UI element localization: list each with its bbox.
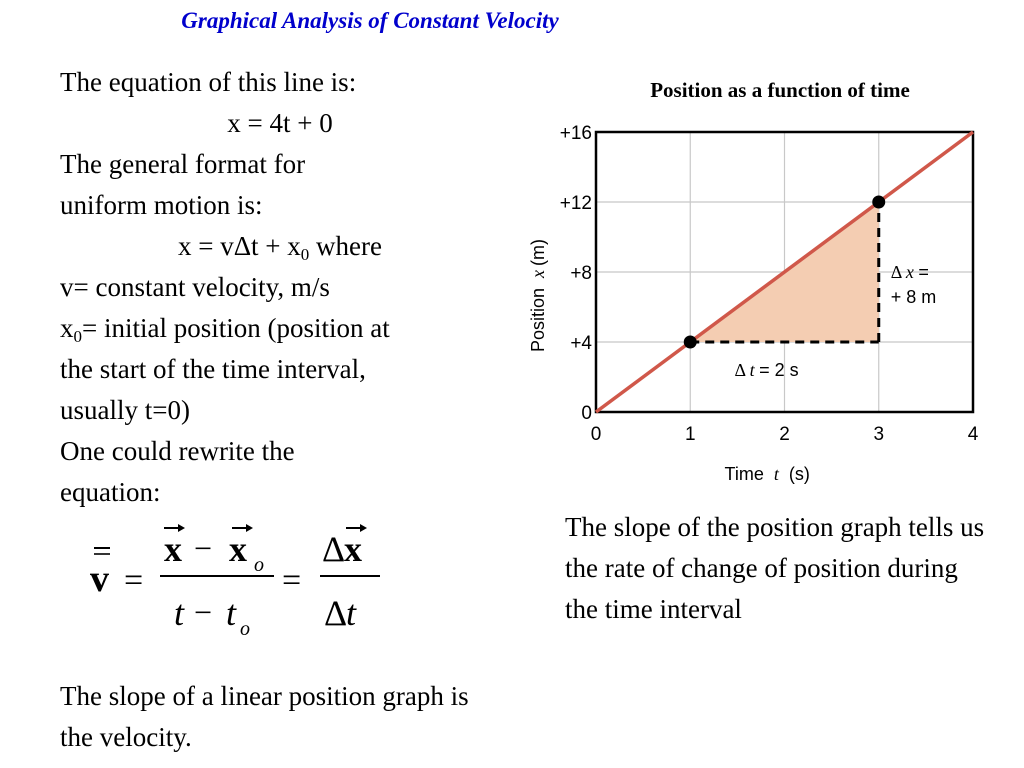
general-format-line2: uniform motion is: (60, 190, 263, 220)
y-tick-label: +12 (559, 193, 592, 214)
data-point (872, 196, 885, 209)
formula-equals-1: = (124, 562, 144, 599)
y-tick-label: +8 (570, 263, 592, 284)
formula-delta-t-symbol: Δ (324, 593, 348, 633)
formula-t-sub: o (240, 618, 250, 640)
x-tick-label: 1 (684, 424, 696, 445)
formula-equals-2: = (282, 562, 302, 599)
x-tick-label: 2 (779, 424, 790, 445)
formula-delta-x-symbol: Δ (322, 529, 346, 569)
general-equation: $x = v\Delta t + x_0$ where (177, 231, 383, 264)
x0-definition-cont: the start of the time interval, (60, 354, 366, 384)
velocity-definition: v= constant velocity, m/s (60, 272, 330, 302)
formula-delta-t: t (346, 593, 357, 633)
position-time-chart (510, 115, 990, 495)
slope-rate-text: The slope of the position graph tells us the rate of change of position during the time interval (565, 512, 985, 624)
general-format-line1: The general format for (60, 149, 306, 179)
formula-delta-x: x (344, 529, 362, 569)
equation-intro: The equation of this line is: (60, 67, 357, 97)
slope-linear-text: The slope of a linear position graph is the velocity. (60, 681, 469, 752)
delta-t-label: Δ t = 2 s (734, 360, 799, 380)
delta-x-label: Δ x = (890, 262, 929, 282)
x-axis-label: Time t (s) (724, 464, 810, 484)
formula-x-sub: o (254, 554, 264, 576)
formula-minus-2: − (194, 594, 213, 630)
formula-x: x (164, 529, 182, 569)
line-equation: x = 4t + 0 (227, 108, 333, 138)
x0-definition: $x_0=$ initial position (position at (60, 313, 390, 346)
y-axis-label: Positionx(m) (528, 238, 548, 352)
data-point (684, 336, 697, 349)
explanation-text (60, 62, 500, 513)
x-tick-label: 3 (873, 424, 885, 445)
delta-x-value: + 8 m (890, 287, 937, 307)
formula-t-initial: t (226, 593, 237, 633)
y-tick-label: +16 (559, 123, 592, 144)
formula-t: t (174, 593, 185, 633)
formula-x-initial: x (229, 529, 247, 569)
formula-v: v (90, 558, 109, 600)
rewrite-line1: One could rewrite the (60, 436, 295, 466)
x-tick-label: 0 (590, 424, 602, 445)
y-tick-label: 0 (581, 403, 592, 424)
slide-title: Graphical Analysis of Constant Velocity (181, 8, 559, 33)
formula-minus: − (194, 530, 213, 566)
x0-definition-cont2: usually t=0) (60, 395, 190, 425)
chart-title: Position as a function of time (650, 78, 910, 102)
rewrite-line2: equation: (60, 477, 161, 507)
y-tick-label: +4 (570, 333, 592, 354)
velocity-formula (84, 515, 404, 645)
x-tick-label: 4 (967, 424, 979, 445)
